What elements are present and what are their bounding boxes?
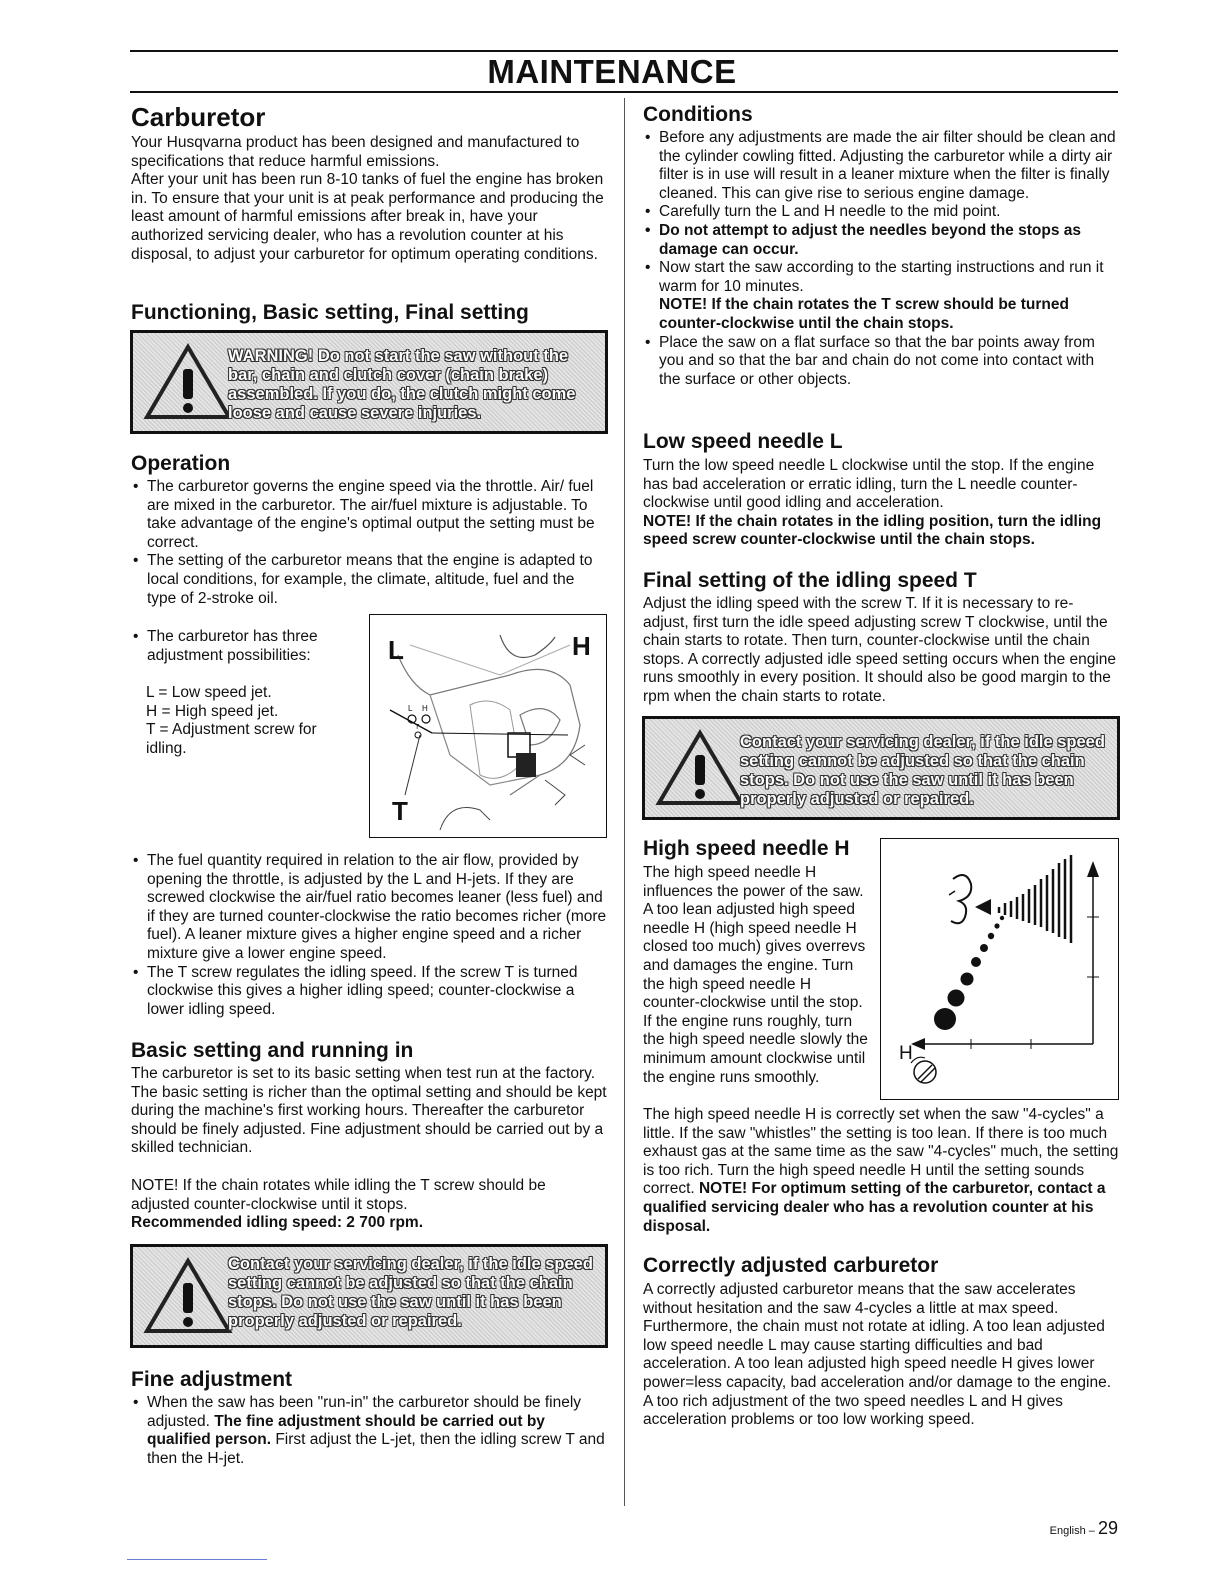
basic-text — [131, 1065, 607, 1233]
fine-bullets — [131, 1394, 607, 1468]
correct-text — [643, 1281, 1121, 1430]
high-speed-para2-a: The high speed needle H is correctly set when the saw "4-cycles" a little. If the saw "whistles" the setting is too lean. If there is too much exhaust gas at the same time as the saw "4-cycles" much, the setting is too rich. Turn the high speed needle H until the setting sounds correct. — [643, 1106, 1119, 1198]
final-setting-text — [643, 595, 1119, 707]
final-setting-para: Adjust the idling speed with the screw T. If it is necessary to re-adjust, first turn the idle speed adjusting screw T clockwise, until the chain starts to rotate. Then turn, counter-clockwise until the chain stops. A correctly adjusted idle speed setting occurs when the engine runs smoothly in every position. It should also be good margin to the rpm when the chain starts to rotate. — [643, 595, 1117, 705]
figure-small-h: H — [422, 704, 428, 713]
list-item: • Do not attempt to adjust the needles beyond the stops as damage can occur. — [643, 222, 1119, 259]
fine-text-bold: The fine adjustment should be carried out by qualified person. — [147, 1412, 545, 1449]
final-setting-heading: Final setting of the idling speed T — [643, 569, 977, 592]
conditions-b4: Now start the saw according to the starting instructions and run it warm for 10 minutes. — [659, 259, 1104, 295]
figure-small-t: T — [415, 724, 420, 731]
figure-label-t: T — [392, 796, 408, 826]
fine-text-b: First adjust the L-jet, then the idling screw T and then the H-jet. — [147, 1431, 605, 1467]
functioning-heading: Functioning, Basic setting, Final setting — [131, 301, 529, 324]
warning-text-idle-right: Contact your servicing dealer, if the idle speed setting cannot be adjusted so that the chain stops. Do not use the saw until it has been properly adjusted or repaired. — [740, 733, 1105, 808]
figure-small-l: L — [408, 704, 413, 713]
warning-triangle-icon — [655, 729, 745, 807]
carburetor-text — [131, 134, 611, 264]
list-item: • Place the saw on a flat surface so that the bar points away from you and so that the bar and chain do not come into contact with the surface or other objects. — [643, 334, 1119, 390]
three-adjust-bullet — [131, 628, 346, 665]
header-top-rule — [130, 50, 1118, 52]
figure-label-l: L — [388, 635, 404, 665]
warning-text-start: WARNING! Do not start the saw without the bar, chain and clutch cover (chain brake) assembled. If you do, the clutch might come loose and cause severe injuries. — [228, 347, 576, 422]
carburetor-figure — [369, 614, 607, 838]
list-item: • The fuel quantity required in relation to the air flow, provided by opening the throttle, is adjusted by the L and H-jets. If they are screwed clockwise the air/fuel ratio becomes leaner (less fuel) and if they are turned counter-clockwise the ratio becomes richer (more fuel). A leaner mixture gives a higher engine speed and a richer mixture give a lower engine speed. — [131, 852, 607, 964]
low-speed-heading: Low speed needle L — [643, 430, 843, 453]
page-title: MAINTENANCE — [487, 53, 737, 90]
operation-heading: Operation — [131, 452, 231, 475]
legend-l: L = Low speed jet. — [146, 684, 272, 701]
page-number — [1050, 1518, 1118, 1539]
warning-box-idle-left — [130, 1244, 608, 1348]
high-speed-para2 — [643, 1106, 1121, 1236]
basic-para2: NOTE! If the chain rotates while idling the T screw should be adjusted counter-clockwise until it stops. — [131, 1176, 546, 1213]
correct-para: A correctly adjusted carburetor means that the saw accelerates without hesitation and the saw 4-cycles a little at max speed. Furthermore, the chain must not rotate at idling. A too lean adjusted low speed needle L may cause starting difficulties and bad acceleration. A too lean adjusted high speed needle H gives lower power=less capacity, bad acceleration and/or damage to the engine. A too rich adjustment of the two speed needles L and H gives acceleration problems or too low working speed. — [643, 1281, 1112, 1429]
legend-t: T = Adjustment screw for idling. — [146, 721, 317, 757]
basic-heading: Basic setting and running in — [131, 1039, 414, 1062]
warning-triangle-icon — [143, 1257, 233, 1335]
high-speed-para2-bold: NOTE! For optimum setting of the carburetor, contact a qualified servicing dealer who has a revolution counter at his disposal. — [643, 1180, 1106, 1235]
carburetor-heading: Carburetor — [131, 102, 266, 132]
high-figure-label: H — [899, 1043, 913, 1064]
list-item: • The setting of the carburetor means that the engine is adapted to local conditions, for example, the climate, altitude, fuel and the type of 2-stroke oil. — [131, 552, 607, 608]
figure-label-h: H — [572, 631, 591, 661]
high-speed-para1: The high speed needle H influences the power of the saw. A too lean adjusted high speed needle H (high speed needle H closed too much) gives overrevs and damages the engine. Turn the high speed needle H counter-clockwise until the stop. If the engine runs roughly, turn the high speed needle slowly the minimum amount clockwise until the engine runs smoothly. — [643, 864, 868, 1086]
list-item: • Before any adjustments are made the air filter should be clean and the cylinder cowling fitted. Adjusting the carburetor while a dirty air filter is in use will result in a leaner mixture when the filter is finally cleaned. This can give rise to serious engine damage. — [643, 129, 1119, 203]
footer-link-line — [127, 1559, 267, 1560]
carburetor-para1: Your Husqvarna product has been designed and manufactured to specifications that reduce harmful emissions. — [131, 134, 580, 170]
basic-para1: The carburetor is set to its basic setting when test run at the factory. The basic setting is richer than the optimal setting and should be kept during the machine's first working hours. Thereafter the carburetor should be finely adjusted. Fine adjustment should be carried out by a skilled technician. — [131, 1065, 607, 1157]
high-speed-heading: High speed needle H — [643, 837, 850, 860]
adjustment-legend — [146, 684, 346, 758]
high-speed-figure — [880, 838, 1119, 1100]
warning-text-idle-left: Contact your servicing dealer, if the idle speed setting cannot be adjusted so that the chain stops. Do not use the saw until it has been properly adjusted or repaired. — [228, 1255, 593, 1330]
jet-bullets — [131, 852, 607, 1019]
list-item — [131, 1394, 607, 1468]
conditions-bullets — [643, 129, 1119, 389]
low-speed-text — [643, 457, 1119, 550]
warning-triangle-icon — [143, 343, 233, 421]
list-item — [643, 259, 1119, 333]
high-speed-text2 — [643, 1106, 1121, 1236]
carburetor-para2: After your unit has been run 8-10 tanks of fuel the engine has broken in. To ensure that your unit is at peak performance and producing the least amount of harmful emissions after break in, have your authorized servicing dealer, who has a revolution counter at his disposal, to adjust your carburetor for optimum operating conditions. — [131, 171, 604, 263]
fine-heading: Fine adjustment — [131, 1368, 293, 1391]
footer-lang: English – — [1049, 1525, 1098, 1537]
warning-box-start — [130, 330, 608, 434]
low-speed-note: NOTE! If the chain rotates in the idling position, turn the idling speed screw counter-clockwise until the chain stops. — [643, 512, 1102, 549]
operation-bullets — [131, 478, 607, 608]
column-divider — [624, 98, 625, 1506]
warning-box-idle-right — [642, 716, 1120, 820]
conditions-heading: Conditions — [643, 103, 753, 126]
list-item: • Carefully turn the L and H needle to the mid point. — [643, 203, 1119, 222]
low-speed-para: Turn the low speed needle L clockwise until the stop. If the engine has bad acceleration or erratic idling, turn the L needle counter-clockwise until good idling and acceleration. — [643, 457, 1095, 512]
conditions-b4-note: NOTE! If the chain rotates the T screw should be turned counter-clockwise until the chain stops. — [659, 296, 1069, 332]
footer-page: 29 — [1097, 1518, 1118, 1538]
header-bottom-rule — [130, 91, 1118, 93]
carburetor-illustration — [370, 615, 605, 836]
high-speed-text1 — [643, 864, 869, 1087]
list-item: • The carburetor governs the engine speed via the throttle. Air/ fuel are mixed in the carburetor. The air/fuel mixture is adjustable. To take advantage of the engine's optimal output the setting must be correct. — [131, 478, 607, 552]
fine-text-a: When the saw has been "run-in" the carburetor should be finely adjusted. — [147, 1394, 582, 1430]
high-speed-diagram — [881, 839, 1117, 1098]
correct-heading: Correctly adjusted carburetor — [643, 1254, 939, 1277]
list-item: • The carburetor has three adjustment possibilities: — [131, 628, 346, 665]
legend-h: H = High speed jet. — [146, 702, 279, 720]
list-item: • The T screw regulates the idling speed. If the screw T is turned clockwise this gives a higher idling speed; counter-clockwise a lower idling speed. — [131, 964, 607, 1020]
recommended-speed: Recommended idling speed: 2 700 rpm. — [131, 1214, 423, 1232]
